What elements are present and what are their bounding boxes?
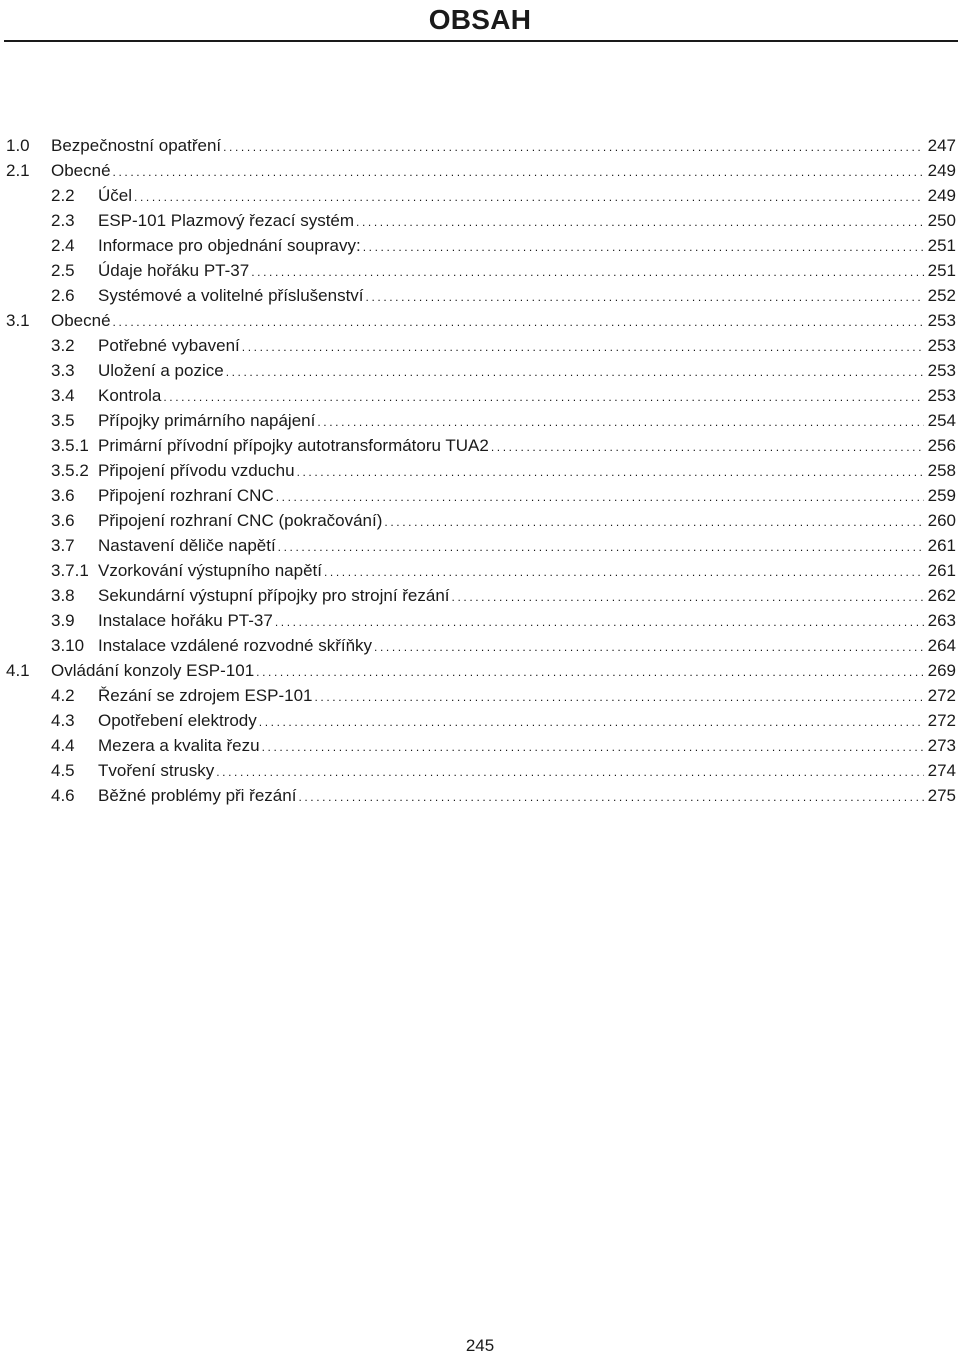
toc-section-number: 2.1	[6, 161, 30, 180]
toc-section-title: Systémové a volitelné příslušenství	[98, 286, 364, 305]
toc-section-title: Obecné	[51, 161, 111, 180]
dot-leader	[242, 335, 924, 360]
toc-entry-4-5-tvoreni-strusky[interactable]	[0, 758, 960, 783]
dot-leader	[223, 135, 924, 160]
toc-page-number: 275	[927, 786, 956, 805]
toc-page-number: 249	[927, 161, 956, 180]
toc-section-title: Účel	[98, 186, 133, 205]
toc-section-number: 2.4	[51, 236, 75, 255]
toc-entry-3-8-sekundarni-vystupni-pripojky-pro-strojni-rezani[interactable]	[0, 583, 960, 608]
dot-leader	[113, 160, 924, 185]
toc-page-number: 252	[927, 286, 956, 305]
toc-section-number: 4.5	[51, 761, 75, 780]
toc-entry-3-5-2-pripojeni-privodu-vzduchu[interactable]	[0, 458, 960, 483]
dot-leader	[356, 210, 924, 235]
toc-entry-4-1-ovladani-konzoly-esp-101[interactable]	[0, 658, 960, 683]
toc-entry-3-3-ulozeni-a-pozice[interactable]	[0, 358, 960, 383]
toc-page-number: 264	[927, 636, 956, 655]
toc-entry-3-6-pripojeni-rozhrani-cnc-pokracovani[interactable]	[0, 508, 960, 533]
dot-leader	[374, 635, 924, 660]
toc-entry-3-10-instalace-vzdalene-rozvodne-skrinky[interactable]	[0, 633, 960, 658]
dot-leader	[315, 685, 924, 710]
toc-section-title: Tvoření strusky	[98, 761, 215, 780]
toc-page-number: 253	[927, 386, 956, 405]
toc-section-number: 2.2	[51, 186, 75, 205]
toc-section-title: Instalace vzdálené rozvodné skříňky	[98, 636, 373, 655]
toc-entry-1-0-bezpecnostni-opatreni[interactable]	[0, 133, 960, 158]
toc-section-title: Údaje hořáku PT-37	[98, 261, 250, 280]
toc-entry-4-2-rezani-se-zdrojem-esp-101[interactable]	[0, 683, 960, 708]
dot-leader	[491, 435, 924, 460]
toc-section-title: Opotřebení elektrody	[98, 711, 257, 730]
toc-section-title: ESP-101 Plazmový řezací systém	[98, 211, 355, 230]
toc-page-number: 272	[927, 686, 956, 705]
dot-leader	[298, 785, 923, 810]
page-number: 245	[465, 1336, 495, 1355]
toc-section-number: 1.0	[6, 136, 30, 155]
toc-entry-2-5-udaje-horaku-pt-37[interactable]	[0, 258, 960, 283]
toc-section-number: 3.3	[51, 361, 75, 380]
toc-section-number: 3.5.2	[51, 461, 89, 480]
toc-page-number: 250	[927, 211, 956, 230]
dot-leader	[216, 760, 923, 785]
toc-section-number: 3.6	[51, 511, 75, 530]
dot-leader	[262, 735, 924, 760]
toc-page-number: 260	[927, 511, 956, 530]
toc-section-number: 3.4	[51, 386, 75, 405]
toc-entry-3-9-instalace-horaku-pt-37[interactable]	[0, 608, 960, 633]
toc-section-number: 4.3	[51, 711, 75, 730]
toc-page-number: 261	[927, 536, 956, 555]
page-title: OBSAH	[428, 4, 532, 35]
dot-leader	[259, 710, 924, 735]
toc-section-number: 3.10	[51, 636, 85, 655]
toc-entry-4-6-bezne-problemy-pri-rezani[interactable]	[0, 783, 960, 808]
toc-entry-4-3-opotrebeni-elektrody[interactable]	[0, 708, 960, 733]
dot-leader	[251, 260, 923, 285]
toc-section-number: 3.2	[51, 336, 75, 355]
toc-page-number: 253	[927, 361, 956, 380]
dot-leader	[297, 460, 924, 485]
toc-section-title: Přípojky primárního napájení	[98, 411, 316, 430]
toc-page-number: 249	[927, 186, 956, 205]
toc-entry-2-2-ucel[interactable]	[0, 183, 960, 208]
toc-section-title: Bezpečnostní opatření	[51, 136, 222, 155]
toc-section-title: Vzorkování výstupního napětí	[98, 561, 322, 580]
toc-section-title: Informace pro objednání soupravy:	[98, 236, 361, 255]
toc-entry-2-4-informace-pro-objednani-soupravy[interactable]	[0, 233, 960, 258]
toc-section-number: 4.4	[51, 736, 75, 755]
toc-page-number: 254	[927, 411, 956, 430]
dot-leader	[163, 385, 923, 410]
toc-section-number: 4.1	[6, 661, 30, 680]
toc-entry-3-4-kontrola[interactable]	[0, 383, 960, 408]
toc-section-title: Připojení rozhraní CNC (pokračování)	[98, 511, 383, 530]
toc-section-title: Připojení rozhraní CNC	[98, 486, 274, 505]
dot-leader	[366, 285, 924, 310]
dot-leader	[256, 660, 923, 685]
toc-section-number: 2.6	[51, 286, 75, 305]
dot-leader	[317, 410, 923, 435]
toc-section-number: 3.5	[51, 411, 75, 430]
toc-section-title: Instalace hořáku PT-37	[98, 611, 273, 630]
toc-section-title: Nastavení děliče napětí	[98, 536, 276, 555]
toc-section-number: 3.7	[51, 536, 75, 555]
toc-section-number: 3.9	[51, 611, 75, 630]
toc-section-title: Uložení a pozice	[98, 361, 224, 380]
dot-leader	[324, 560, 924, 585]
toc-section-title: Ovládání konzoly ESP-101	[51, 661, 255, 680]
toc-page-number: 251	[927, 236, 956, 255]
toc-section-number: 3.8	[51, 586, 75, 605]
dot-leader	[275, 610, 924, 635]
toc-section-number: 3.1	[6, 311, 30, 330]
toc-entry-3-7-1-vzorkovani-vystupniho-napeti[interactable]	[0, 558, 960, 583]
toc-section-title: Mezera a kvalita řezu	[98, 736, 260, 755]
toc-section-number: 4.6	[51, 786, 75, 805]
dot-leader	[452, 585, 924, 610]
toc-page-number: 269	[927, 661, 956, 680]
toc-page-number: 274	[927, 761, 956, 780]
toc-page-number: 261	[927, 561, 956, 580]
dot-leader	[113, 310, 924, 335]
toc-entry-3-1-obecne[interactable]	[0, 308, 960, 333]
dot-leader	[134, 185, 924, 210]
toc-entry-4-4-mezera-a-kvalita-rezu[interactable]	[0, 733, 960, 758]
toc-section-title: Potřebné vybavení	[98, 336, 240, 355]
dot-leader	[276, 485, 924, 510]
toc-section-title: Kontrola	[98, 386, 162, 405]
dot-leader	[384, 510, 923, 535]
toc-section-title: Primární přívodní přípojky autotransformátoru TUA2	[98, 436, 489, 455]
toc-section-number: 3.7.1	[51, 561, 89, 580]
toc-entry-2-3-esp-101-plazmovy-rezaci-system[interactable]	[0, 208, 960, 233]
toc-section-number: 2.3	[51, 211, 75, 230]
toc-page-number: 263	[927, 611, 956, 630]
toc-page-number: 251	[927, 261, 956, 280]
toc-entry-3-2-potrebne-vybaveni[interactable]	[0, 333, 960, 358]
toc-page-number: 262	[927, 586, 956, 605]
toc-section-number: 3.6	[51, 486, 75, 505]
toc-page-number: 259	[927, 486, 956, 505]
toc-entry-3-5-pripojky-primarniho-napajeni[interactable]	[0, 408, 960, 433]
toc-section-number: 4.2	[51, 686, 75, 705]
toc-page-number: 258	[927, 461, 956, 480]
toc-section-title: Obecné	[51, 311, 111, 330]
dot-leader	[278, 535, 924, 560]
toc-page-number: 272	[927, 711, 956, 730]
toc-entry-3-6-pripojeni-rozhrani-cnc[interactable]	[0, 483, 960, 508]
toc-entry-3-5-1-primarni-privodni-pripojky-autotransformatoru-tua2[interactable]	[0, 433, 960, 458]
toc-section-title: Řezání se zdrojem ESP-101	[98, 686, 313, 705]
toc-entry-3-7-nastaveni-delice-napeti[interactable]	[0, 533, 960, 558]
dot-leader	[363, 235, 924, 260]
toc-page-number: 256	[927, 436, 956, 455]
toc-section-title: Sekundární výstupní přípojky pro strojní řezání	[98, 586, 450, 605]
toc-section-title: Připojení přívodu vzduchu	[98, 461, 295, 480]
toc-entry-2-1-obecne[interactable]	[0, 158, 960, 183]
toc-section-number: 3.5.1	[51, 436, 89, 455]
toc-page-number: 253	[927, 311, 956, 330]
toc-page-number: 273	[927, 736, 956, 755]
toc-section-number: 2.5	[51, 261, 75, 280]
toc-section-title: Běžné problémy při řezání	[98, 786, 297, 805]
toc-entry-2-6-systemove-a-volitelne-prislusenstvi[interactable]	[0, 283, 960, 308]
title-divider	[4, 40, 958, 42]
toc-page-number: 247	[927, 136, 956, 155]
toc-page-number: 253	[927, 336, 956, 355]
dot-leader	[226, 360, 924, 385]
